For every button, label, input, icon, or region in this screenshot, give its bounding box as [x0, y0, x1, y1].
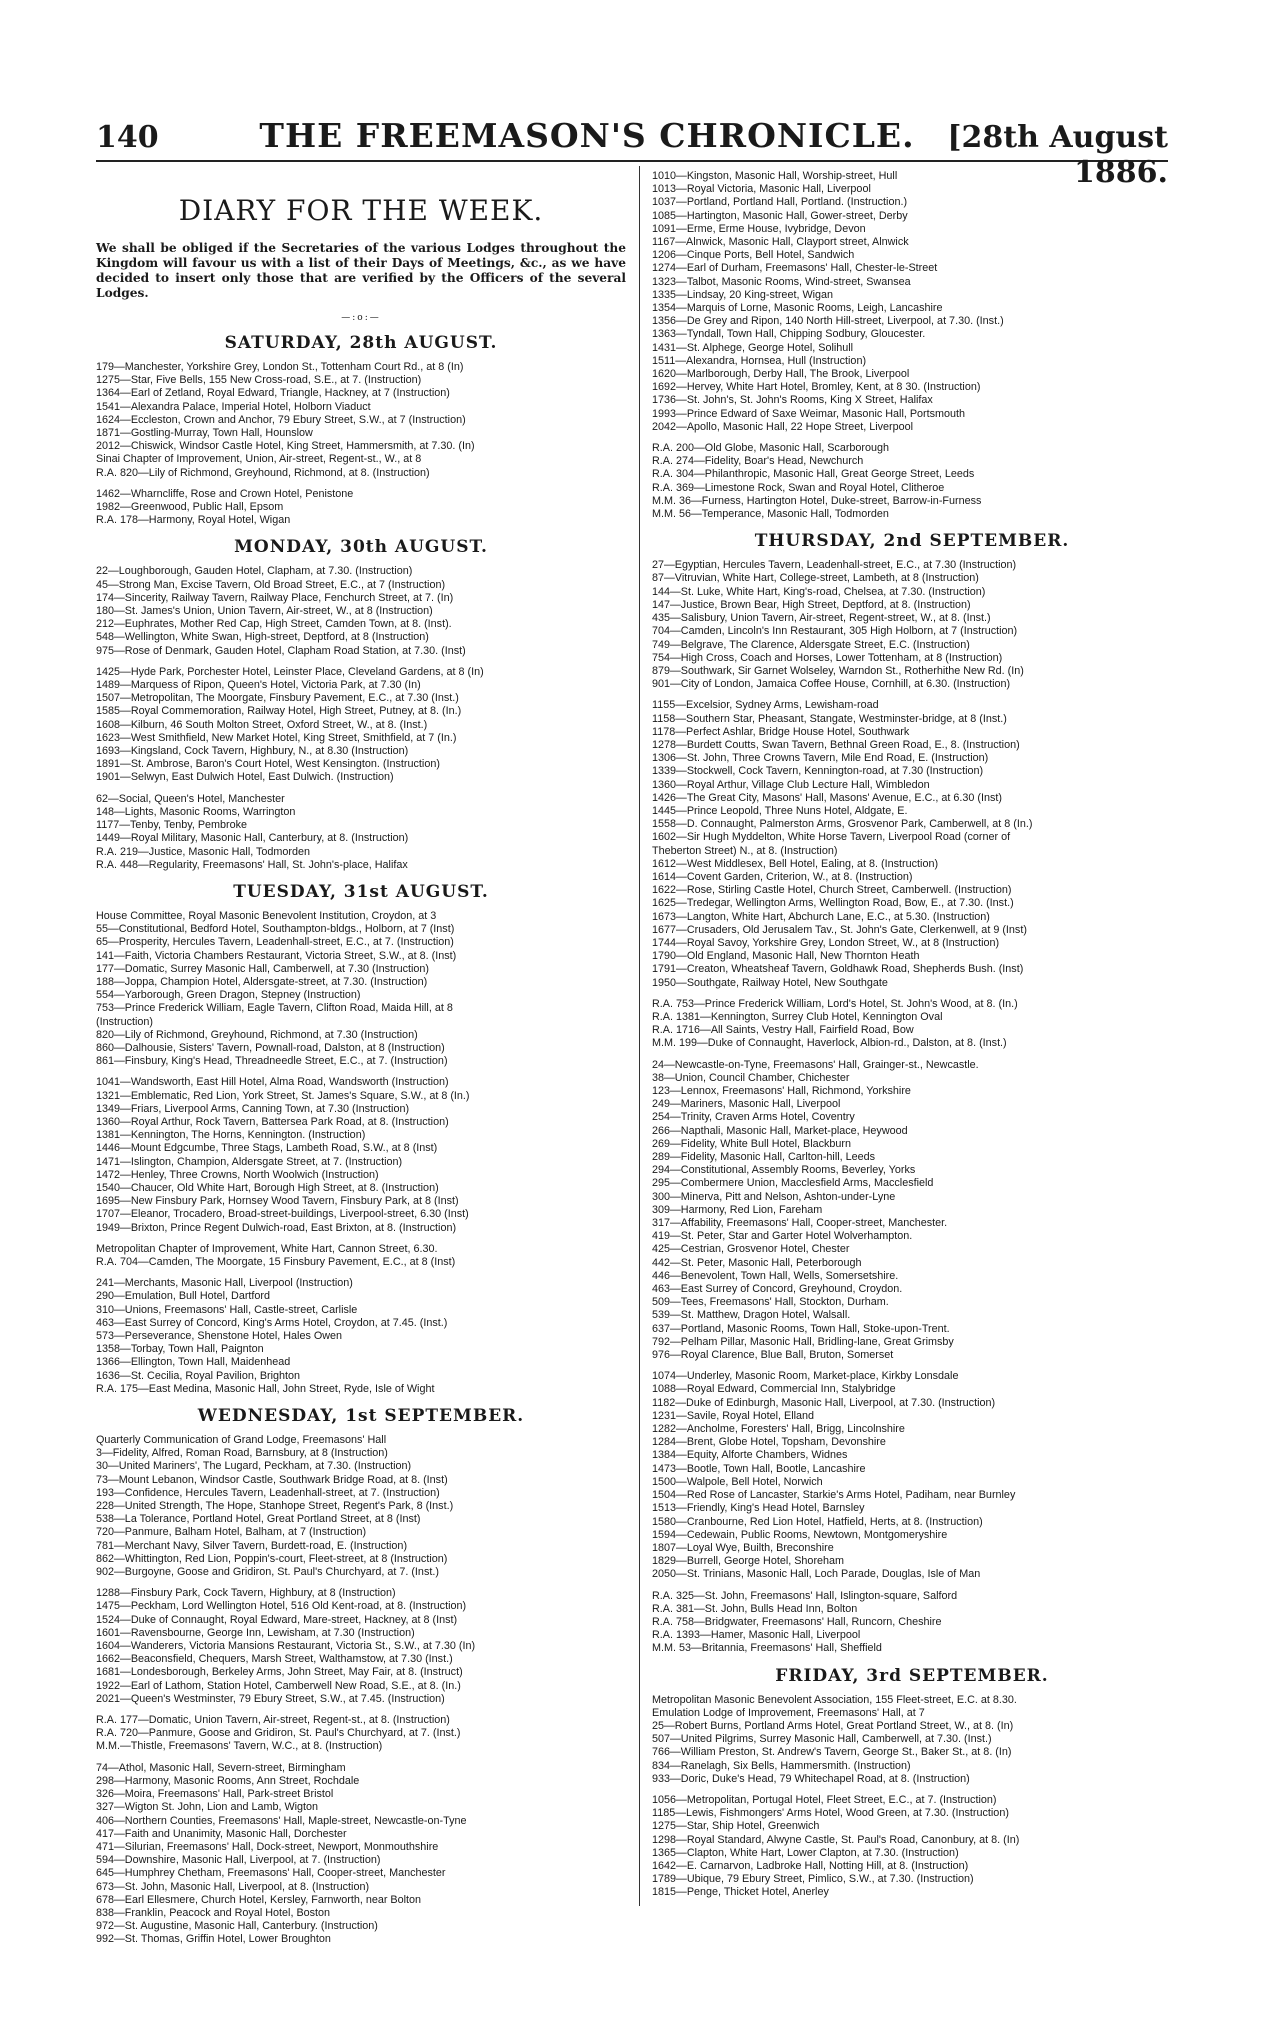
block-spacer: [96, 1579, 626, 1587]
meeting-block: [652, 559, 1172, 691]
meeting-entry: 1298—Royal Standard, Alwyne Castle, St. Paul's Road, Canonbury, at 8. (In): [652, 1833, 1020, 1846]
meeting-entry: 1612—West Middlesex, Bell Hotel, Ealing, at 8. (Instruction): [652, 857, 939, 870]
meeting-entry: 62—Social, Queen's Hotel, Manchester: [96, 792, 285, 805]
meeting-entry: Sinai Chapter of Improvement, Union, Air-street, Regent-st., W., at 8: [96, 453, 422, 466]
block-spacer: [96, 480, 626, 488]
block-spacer: [96, 785, 626, 793]
meeting-entry: 1431—St. Alphege, George Hotel, Solihull: [652, 341, 854, 354]
meeting-entry: 1624—Eccleston, Crown and Anchor, 79 Ebury Street, S.W., at 7 (Instruction): [96, 413, 466, 426]
meeting-entry: 1636—St. Cecilia, Royal Pavilion, Brighton: [96, 1369, 301, 1382]
block-spacer: [96, 1706, 626, 1714]
meeting-entry: Emulation Lodge of Improvement, Freemasons' Hall, at 7: [652, 1706, 925, 1719]
meeting-entry: R.A. 704—Camden, The Moorgate, 15 Finsbury Pavement, E.C., at 8 (Inst): [96, 1255, 456, 1268]
meeting-entry: 144—St. Luke, White Hart, King's-road, Chelsea, at 7.30. (Instruction): [652, 585, 986, 598]
meeting-block: [96, 1587, 626, 1706]
meeting-entry: 1091—Erme, Erme House, Ivybridge, Devon: [652, 222, 866, 235]
meeting-entry: Quarterly Communication of Grand Lodge, Freemasons' Hall: [96, 1434, 387, 1447]
meeting-entry: R.A. 448—Regularity, Freemasons' Hall, St. John's-place, Halifax: [96, 858, 408, 871]
meeting-entry: 1585—Royal Commemoration, Railway Hotel, High Street, Putney, at 8. (In.): [96, 705, 462, 718]
meeting-entry: 174—Sincerity, Railway Tavern, Railway Place, Fenchurch Street, at 7. (In): [96, 591, 454, 604]
meeting-entry: 792—Pelham Pillar, Masonic Hall, Bridling-lane, Great Grimsby: [652, 1335, 954, 1348]
meeting-block: [652, 998, 1172, 1051]
day-heading-wednesday: WEDNESDAY, 1st SEPTEMBER.: [197, 1406, 525, 1427]
meeting-entry: 1993—Prince Edward of Saxe Weimar, Masonic Hall, Portsmouth: [652, 407, 966, 420]
meeting-entry: 1155—Excelsior, Sydney Arms, Lewisham-road: [652, 699, 879, 712]
meeting-entry: 73—Mount Lebanon, Windsor Castle, Southwark Bridge Road, at 8. (Inst): [96, 1473, 448, 1486]
meeting-entry: 539—St. Matthew, Dragon Hotel, Walsall.: [652, 1309, 851, 1322]
meeting-entry: 463—East Surrey of Concord, King's Arms Hotel, Croydon, at 7.45. (Inst.): [96, 1316, 448, 1329]
meeting-entry: 1462—Wharncliffe, Rose and Crown Hotel, Penistone: [96, 487, 354, 500]
meeting-entry: 1695—New Finsbury Park, Hornsey Wood Tavern, Finsbury Park, at 8 (Inst): [96, 1195, 459, 1208]
meeting-entry: 295—Combermere Union, Macclesfield Arms, Macclesfield: [652, 1177, 934, 1190]
meeting-entry: R.A. 178—Harmony, Royal Hotel, Wigan: [96, 514, 291, 527]
meeting-entry: 975—Rose of Denmark, Gauden Hotel, Clapham Road Station, at 7.30. (Inst): [96, 644, 466, 657]
day-heading-monday: MONDAY, 30th AUGUST.: [234, 537, 488, 558]
meeting-entry: 1692—Hervey, White Hart Hotel, Bromley, Kent, at 8 30. (Instruction): [652, 381, 981, 394]
meeting-block: [96, 1243, 626, 1269]
meeting-entry: 212—Euphrates, Mother Red Cap, High Street, Camden Town, at 8. (Inst).: [96, 618, 452, 631]
meeting-entry: 2021—Queen's Westminster, 79 Ebury Street, S.W., at 7.45. (Instruction): [96, 1692, 445, 1705]
meeting-entry: 554—Yarborough, Green Dragon, Stepney (Instruction): [96, 989, 361, 1002]
meeting-entry: R.A. 1716—All Saints, Vestry Hall, Fairfield Road, Bow: [652, 1024, 914, 1037]
meeting-entry: 24—Newcastle-on-Tyne, Freemasons' Hall, Grainger-st., Newcastle.: [652, 1058, 979, 1071]
meeting-block: [96, 1076, 626, 1234]
meeting-block: [652, 1059, 1172, 1363]
meeting-entry: R.A. 369—Limestone Rock, Swan and Royal Hotel, Clitheroe: [652, 481, 945, 494]
meeting-entry: 1354—Marquis of Lorne, Masonic Rooms, Leigh, Lancashire: [652, 302, 943, 315]
meeting-entry: 1594—Cedewain, Public Rooms, Newtown, Montgomeryshire: [652, 1528, 948, 1541]
meeting-entry: 1381—Kennington, The Horns, Kennington. (Instruction): [96, 1129, 366, 1142]
meeting-entry: 1789—Ubique, 79 Ebury Street, Pimlico, S.W., at 7.30. (Instruction): [652, 1873, 974, 1886]
block-spacer: [652, 691, 1172, 699]
meeting-block: [652, 442, 1172, 521]
meeting-entry: 27—Egyptian, Hercules Tavern, Leadenhall-street, E.C., at 7.30 (Instruction): [652, 559, 1017, 572]
meeting-entry: 1807—Loyal Wye, Builth, Breconshire: [652, 1541, 834, 1554]
meeting-entry: 1056—Metropolitan, Portugal Hotel, Fleet Street, E.C., at 7. (Instruction): [652, 1793, 997, 1806]
meeting-entry: 1622—Rose, Stirling Castle Hotel, Church Street, Camberwell. (Instruction): [652, 884, 1012, 897]
meeting-entry: 1010—Kingston, Masonic Hall, Worship-street, Hull: [652, 170, 898, 182]
meeting-entry: 548—Wellington, White Swan, High-street, Deptford, at 8 (Instruction): [96, 631, 429, 644]
meeting-entry: R.A. 1381—Kennington, Surrey Club Hotel, Kennington Oval: [652, 1010, 943, 1023]
meeting-entry: 22—Loughborough, Gauden Hotel, Clapham, at 7.30. (Instruction): [96, 565, 413, 578]
meeting-entry: M.M.—Thistle, Freemasons' Tavern, W.C., at 8. (Instruction): [96, 1740, 383, 1753]
day-heading-friday: FRIDAY, 3rd SEPTEMBER.: [775, 1665, 1049, 1686]
meeting-block: [96, 1434, 626, 1579]
meeting-entry: 435—Salisbury, Union Tavern, Air-street, Regent-street, W., at 8. (Inst.): [652, 612, 991, 625]
meeting-entry: 1288—Finsbury Park, Cock Tavern, Highbury, at 8 (Instruction): [96, 1587, 396, 1600]
meeting-entry: 1524—Duke of Connaught, Royal Edward, Mare-street, Hackney, at 8 (Inst): [96, 1613, 458, 1626]
meeting-entry: 507—United Pilgrims, Surrey Masonic Hall, Camberwell, at 7.30. (Inst.): [652, 1733, 992, 1746]
meeting-entry: 1037—Portland, Portland Hall, Portland. (Instruction.): [652, 196, 908, 209]
meeting-entry: 1167—Alnwick, Masonic Hall, Clayport street, Alnwick: [652, 236, 909, 249]
meeting-entry: 1790—Old England, Masonic Hall, New Thornton Heath: [652, 950, 920, 963]
block-spacer: [652, 990, 1172, 998]
meeting-entry: 1356—De Grey and Ripon, 140 North Hill-street, Liverpool, at 7.30. (Inst.): [652, 315, 1004, 328]
meeting-entry: 249—Mariners, Masonic Hall, Liverpool: [652, 1098, 841, 1111]
meeting-block: [96, 488, 626, 528]
meeting-entry: 1625—Tredegar, Wellington Arms, Wellington Road, Bow, E., at 7.30. (Inst.): [652, 897, 1014, 910]
meeting-block: [652, 1590, 1172, 1656]
meeting-entry: 179—Manchester, Yorkshire Grey, London St., Tottenham Court Rd., at 8 (In): [96, 361, 464, 373]
meeting-entry: 1677—Crusaders, Old Jerusalem Tav., St. John's Gate, Clerkenwell, at 9 (Inst): [652, 923, 1027, 936]
meeting-entry: 1366—Ellington, Town Hall, Maidenhead: [96, 1356, 291, 1369]
meeting-entry: 30—United Mariners', The Lugard, Peckham, at 7.30. (Instruction): [96, 1460, 412, 1473]
meeting-entry: 1323—Talbot, Masonic Rooms, Wind-street, Swansea: [652, 275, 911, 288]
meeting-entry: 1206—Cinque Ports, Bell Hotel, Sandwich: [652, 249, 855, 262]
meeting-entry: 1306—St. John, Three Crowns Tavern, Mile End Road, E. (Instruction): [652, 752, 989, 765]
meeting-entry: 538—La Tolerance, Portland Hotel, Great Portland Street, at 8 (Inst): [96, 1513, 421, 1526]
meeting-entry: House Committee, Royal Masonic Benevolent Institution, Croydon, at 3: [96, 909, 437, 922]
meeting-entry: 317—Affability, Freemasons' Hall, Cooper-street, Manchester.: [652, 1217, 948, 1230]
meeting-entry: 1540—Chaucer, Old White Hart, Borough High Street, at 8. (Instruction): [96, 1181, 439, 1194]
meeting-entry: 309—Harmony, Red Lion, Fareham: [652, 1203, 823, 1216]
meeting-entry: 573—Perseverance, Shenstone Hotel, Hales Owen: [96, 1330, 343, 1342]
meeting-entry: 1335—Lindsay, 20 King-street, Wigan: [652, 288, 834, 301]
meeting-entry: 442—St. Peter, Masonic Hall, Peterborough: [652, 1256, 862, 1269]
meeting-entry: 446—Benevolent, Town Hall, Wells, Somersetshire.: [652, 1269, 899, 1282]
meeting-entry: 1231—Savile, Royal Hotel, Elland: [652, 1409, 815, 1422]
meeting-entry: 1275—Star, Five Bells, 155 New Cross-road, S.E., at 7. (Instruction): [96, 374, 422, 387]
block-spacer: [652, 1582, 1172, 1590]
meeting-entry: 1829—Burrell, George Hotel, Shoreham: [652, 1555, 845, 1568]
day-heading-tuesday: TUESDAY, 31st AUGUST.: [233, 881, 489, 902]
block-spacer: [652, 1051, 1172, 1059]
meeting-entry: 471—Silurian, Freemasons' Hall, Dock-street, Newport, Monmouthshire: [96, 1840, 439, 1853]
meeting-entry: 38—Union, Council Chamber, Chichester: [652, 1071, 850, 1084]
meeting-entry: 406—Northern Counties, Freemasons' Hall, Maple-street, Newcastle-on-Tyne: [96, 1814, 467, 1827]
block-spacer: [652, 1786, 1172, 1794]
meeting-entry: 1949—Brixton, Prince Regent Dulwich-road, East Brixton, at 8. (Instruction): [96, 1221, 457, 1234]
meeting-entry: 1744—Royal Savoy, Yorkshire Grey, London Street, W., at 8 (Instruction): [652, 936, 1000, 949]
meeting-entry: 1013—Royal Victoria, Masonic Hall, Liverpool: [652, 183, 871, 196]
meeting-block: [652, 1370, 1172, 1581]
meeting-entry: 1511—Alexandra, Hornsea, Hull (Instruction): [652, 354, 867, 367]
meeting-entry: 860—Dalhousie, Sisters' Tavern, Pownall-road, Dalston, at 8 (Instruction): [96, 1041, 445, 1054]
meeting-block: [96, 793, 626, 872]
meeting-entry: 1278—Burdett Coutts, Swan Tavern, Bethnal Green Road, E., 8. (Instruction): [652, 738, 1020, 751]
meeting-entry: 87—Vitruvian, White Hart, College-street, Lambeth, at 8 (Instruction): [652, 572, 979, 585]
meeting-entry: 834—Ranelagh, Six Bells, Hammersmith. (Instruction): [652, 1759, 911, 1772]
meeting-entry: 838—Franklin, Peacock and Royal Hotel, Boston: [96, 1906, 331, 1919]
meeting-entry: Metropolitan Chapter of Improvement, White Hart, Cannon Street, 6.30.: [96, 1242, 438, 1255]
meeting-entry: R.A. 325—St. John, Freemasons' Hall, Islington-square, Salford: [652, 1589, 958, 1602]
meeting-block: [96, 1277, 626, 1396]
meeting-entry: 972—St. Augustine, Masonic Hall, Canterbury. (Instruction): [96, 1920, 378, 1933]
meeting-entry: 290—Emulation, Bull Hotel, Dartford: [96, 1290, 271, 1303]
meeting-entry: R.A. 820—Lily of Richmond, Greyhound, Richmond, at 8. (Instruction): [96, 466, 430, 479]
meeting-entry: 901—City of London, Jamaica Coffee House, Cornhill, at 6.30. (Instruction): [652, 678, 1011, 691]
meeting-entry: 177—Domatic, Surrey Masonic Hall, Camberwell, at 7.30 (Instruction): [96, 962, 430, 975]
day-heading-thursday: THURSDAY, 2nd SEPTEMBER.: [754, 531, 1070, 552]
meeting-entry: 1471—Islington, Champion, Aldersgate Street, at 7. (Instruction): [96, 1155, 403, 1168]
meeting-entry: 754—High Cross, Coach and Horses, Lower Tottenham, at 8 (Instruction): [652, 651, 1003, 664]
meeting-entry: 1982—Greenwood, Public Hall, Epsom: [96, 501, 284, 514]
meeting-entry: 1662—Beaconsfield, Chequers, Marsh Street, Walthamstow, at 7.30 (Inst.): [96, 1653, 453, 1666]
meeting-entry: 266—Napthali, Masonic Hall, Market-place, Heywood: [652, 1124, 908, 1137]
meeting-entry: 1085—Hartington, Masonic Hall, Gower-street, Derby: [652, 209, 908, 222]
meeting-entry: 1580—Cranbourne, Red Lion Hotel, Hatfield, Herts, at 8. (Instruction): [652, 1515, 983, 1528]
meeting-entry: 228—United Strength, The Hope, Stanhope Street, Regent's Park, 8 (Inst.): [96, 1500, 454, 1513]
meeting-block: [96, 1714, 626, 1754]
meeting-entry: 1449—Royal Military, Masonic Hall, Canterbury, at 8. (Instruction): [96, 832, 409, 845]
meeting-entry: 1363—Tyndall, Town Hall, Chipping Sodbury, Gloucester.: [652, 328, 926, 341]
meeting-entry: 1604—Wanderers, Victoria Mansions Restaurant, Victoria St., S.W., at 7.30 (In): [96, 1640, 476, 1653]
meeting-entry: 678—Earl Ellesmere, Church Hotel, Kersley, Farnworth, near Bolton: [96, 1893, 422, 1906]
meeting-entry: 294—Constitutional, Assembly Rooms, Beverley, Yorks: [652, 1164, 916, 1177]
meeting-entry: 1791—Creaton, Wheatsheaf Tavern, Goldhawk Road, Shepherds Bush. (Inst): [652, 963, 1024, 976]
meeting-entry: 1815—Penge, Thicket Hotel, Anerley: [652, 1886, 829, 1899]
meeting-entry: 310—Unions, Freemasons' Hall, Castle-street, Carlisle: [96, 1303, 358, 1316]
meeting-entry: 1473—Bootle, Town Hall, Bootle, Lancashire: [652, 1462, 866, 1475]
meeting-entry: 55—Constitutional, Bedford Hotel, Southampton-bldgs., Holborn, at 7 (Inst): [96, 923, 455, 936]
meeting-entry: 1088—Royal Edward, Commercial Inn, Stalybridge: [652, 1383, 896, 1396]
meeting-entry: 188—Joppa, Champion Hotel, Aldersgate-street, at 7.30. (Instruction): [96, 975, 428, 988]
masthead-title: THE FREEMASON'S CHRONICLE.: [259, 116, 915, 155]
meeting-entry: 749—Belgrave, The Clarence, Aldersgate Street, E.C. (Instruction): [652, 638, 970, 651]
meeting-entry: (Instruction): [96, 1015, 153, 1028]
meeting-block: [652, 1794, 1172, 1900]
meeting-entry: 327—Wigton St. John, Lion and Lamb, Wigton: [96, 1801, 319, 1814]
day-heading-saturday: SATURDAY, 28th AUGUST.: [224, 333, 498, 353]
meeting-entry: 1364—Earl of Zetland, Royal Edward, Triangle, Hackney, at 7 (Instruction): [96, 387, 450, 400]
meeting-entry: 425—Cestrian, Grosvenor Hotel, Chester: [652, 1243, 850, 1256]
meeting-entry: 2050—St. Trinians, Masonic Hall, Loch Parade, Douglas, Isle of Man: [652, 1568, 981, 1581]
meeting-entry: 902—Burgoyne, Goose and Gridiron, St. Paul's Churchyard, at 7. (Inst.): [96, 1566, 439, 1579]
meeting-entry: 976—Royal Clarence, Blue Ball, Bruton, Somerset: [652, 1349, 894, 1362]
meeting-entry: R.A. 758—Bridgwater, Freemasons' Hall, Runcorn, Cheshire: [652, 1615, 942, 1628]
meeting-entry: 1642—E. Carnarvon, Ladbroke Hall, Notting Hill, at 8. (Instruction): [652, 1859, 969, 1872]
meeting-entry: 1321—Emblematic, Red Lion, York Street, St. James's Square, S.W., at 8 (In.): [96, 1089, 470, 1102]
meeting-block: [96, 361, 626, 480]
block-spacer: [96, 1754, 626, 1762]
meeting-entry: 1275—Star, Ship Hotel, Greenwich: [652, 1820, 820, 1833]
meeting-entry: 1513—Friendly, King's Head Hotel, Barnsley: [652, 1502, 865, 1515]
meeting-entry: 1182—Duke of Edinburgh, Masonic Hall, Liverpool, at 7.30. (Instruction): [652, 1396, 996, 1409]
meeting-block: [652, 699, 1172, 989]
meeting-entry: 1339—Stockwell, Cock Tavern, Kennington-road, at 7.30 (Instruction): [652, 765, 984, 778]
meeting-entry: 1358—Torbay, Town Hall, Paignton: [96, 1343, 264, 1356]
meeting-entry: 861—Finsbury, King's Head, Threadneedle Street, E.C., at 7. (Instruction): [96, 1055, 448, 1068]
meeting-block: [652, 1694, 1172, 1786]
block-spacer: [96, 1235, 626, 1243]
meeting-entry: 1446—Mount Edgcumbe, Three Stags, Lambeth Road, S.W., at 8 (Inst): [96, 1142, 438, 1155]
meeting-entry: M.M. 53—Britannia, Freemasons' Hall, Sheffield: [652, 1642, 882, 1655]
meeting-entry: 820—Lily of Richmond, Greyhound, Richmond, at 7.30 (Instruction): [96, 1028, 418, 1041]
meeting-entry: 766—William Preston, St. Andrew's Tavern, George St., Baker St., at 8. (In): [652, 1746, 1012, 1759]
meeting-entry: 1614—Covent Garden, Criterion, W., at 8. (Instruction): [652, 870, 913, 883]
meeting-entry: 1282—Ancholme, Foresters' Hall, Brigg, Lincolnshire: [652, 1423, 905, 1436]
meeting-entry: 1177—Tenby, Tenby, Pembroke: [96, 819, 248, 832]
meeting-entry: 289—Fidelity, Masonic Hall, Carlton-hill, Leeds: [652, 1151, 876, 1164]
meeting-entry: 1445—Prince Leopold, Three Nuns Hotel, Aldgate, E.: [652, 804, 908, 817]
meeting-entry: R.A. 753—Prince Frederick William, Lord's Hotel, St. John's Wood, at 8. (In.): [652, 997, 1018, 1010]
meeting-entry: 1602—Sir Hugh Myddelton, White Horse Tavern, Liverpool Road (corner of: [652, 831, 1011, 844]
meeting-entry: 2012—Chiswick, Windsor Castle Hotel, King Street, Hammersmith, at 7.30. (In): [96, 440, 475, 453]
meeting-entry: 2042—Apollo, Masonic Hall, 22 Hope Street, Liverpool: [652, 420, 914, 433]
meeting-entry: 1950—Southgate, Railway Hotel, New Southgate: [652, 976, 888, 989]
meeting-entry: Theberton Street) N., at 8. (Instruction): [652, 844, 838, 857]
meeting-entry: 704—Camden, Lincoln's Inn Restaurant, 305 High Holborn, at 7 (Instruction): [652, 625, 1018, 638]
meeting-entry: M.M. 56—Temperance, Masonic Hall, Todmorden: [652, 508, 889, 521]
meeting-entry: 1620—Marlborough, Derby Hall, The Brook, Liverpool: [652, 368, 910, 381]
meeting-entry: 992—St. Thomas, Griffin Hotel, Lower Broughton: [96, 1933, 331, 1946]
right-column: [652, 170, 1172, 1930]
meeting-entry: 1736—St. John's, St. John's Rooms, King X Street, Halifax: [652, 394, 933, 407]
meeting-entry: 879—Southwark, Sir Garnet Wolseley, Warndon St., Rotherhithe New Rd. (In): [652, 664, 1024, 677]
block-spacer: [652, 1362, 1172, 1370]
meeting-entry: M.M. 199—Duke of Connaught, Haverlock, Albion-rd., Dalston, at 8. (Inst.): [652, 1037, 1007, 1050]
meeting-entry: 1673—Langton, White Hart, Abchurch Lane, E.C., at 5.30. (Instruction): [652, 910, 990, 923]
meeting-entry: 1541—Alexandra Palace, Imperial Hotel, Holborn Viaduct: [96, 400, 371, 413]
block-spacer: [96, 658, 626, 666]
meeting-entry: 65—Prosperity, Hercules Tavern, Leadenhall-street, E.C., at 7. (Instruction): [96, 936, 454, 949]
meeting-entry: 1871—Gostling-Murray, Town Hall, Hounslow: [96, 427, 313, 440]
meeting-entry: 1891—St. Ambrose, Baron's Court Hotel, West Kensington. (Instruction): [96, 758, 440, 771]
meeting-entry: 300—Minerva, Pitt and Nelson, Ashton-under-Lyne: [652, 1190, 896, 1203]
left-sections: [96, 333, 626, 1947]
meeting-entry: 1384—Equity, Alforte Chambers, Widnes: [652, 1449, 848, 1462]
meeting-entry: 269—Fidelity, White Bull Hotel, Blackburn: [652, 1137, 852, 1150]
meeting-block: [96, 565, 626, 657]
meeting-entry: 1365—Clapton, White Hart, Lower Clapton, at 7.30. (Instruction): [652, 1846, 959, 1859]
meeting-entry: 1623—West Smithfield, New Market Hotel, King Street, Smithfield, at 7 (In.): [96, 731, 457, 744]
meeting-entry: 45—Strong Man, Excise Tavern, Old Broad Street, E.C., at 7 (Instruction): [96, 578, 446, 591]
meeting-entry: 594—Downshire, Masonic Hall, Liverpool, at 7. (Instruction): [96, 1854, 381, 1867]
meeting-entry: 1504—Red Rose of Lancaster, Starkie's Arms Hotel, Padiham, near Burnley: [652, 1489, 1016, 1502]
meeting-entry: 1360—Royal Arthur, Rock Tavern, Battersea Park Road, at 8. (Instruction): [96, 1115, 449, 1128]
column-rule: [639, 166, 640, 1906]
meeting-entry: 141—Faith, Victoria Chambers Restaurant, Victoria Street, S.W., at 8. (Inst): [96, 949, 457, 962]
meeting-entry: 1426—The Great City, Masons' Hall, Masons' Avenue, E.C., at 6.30 (Inst): [652, 791, 1002, 804]
meeting-entry: R.A. 381—St. John, Bulls Head Inn, Bolton: [652, 1602, 858, 1615]
meeting-entry: 1041—Wandsworth, East Hill Hotel, Alma Road, Wandsworth (Instruction): [96, 1076, 449, 1089]
meeting-entry: M.M. 36—Furness, Hartington Hotel, Duke-street, Barrow-in-Furness: [652, 494, 982, 507]
meeting-entry: 193—Confidence, Hercules Tavern, Leadenhall-street, at 7. (Instruction): [96, 1486, 440, 1499]
meeting-entry: R.A. 1393—Hamer, Masonic Hall, Liverpool: [652, 1629, 861, 1642]
meeting-entry: 1158—Southern Star, Pheasant, Stangate, Westminster-bridge, at 8 (Inst.): [652, 712, 1007, 725]
meeting-entry: 147—Justice, Brown Bear, High Street, Deptford, at 8. (Instruction): [652, 598, 971, 611]
meeting-entry: 1360—Royal Arthur, Village Club Lecture Hall, Wimbledon: [652, 778, 930, 791]
meeting-entry: 326—Moira, Freemasons' Hall, Park-street Bristol: [96, 1788, 334, 1801]
issue-date: [28th August 1886.: [947, 120, 1168, 190]
meeting-entry: 241—Merchants, Masonic Hall, Liverpool (Instruction): [96, 1277, 353, 1290]
meeting-entry: 1489—Marquess of Ripon, Queen's Hotel, Victoria Park, at 7.30 (In): [96, 679, 421, 692]
meeting-block: [652, 170, 1172, 434]
right-sections: [652, 170, 1172, 1900]
meeting-entry: 862—Whittington, Red Lion, Poppin's-court, Fleet-street, at 8 (Instruction): [96, 1552, 448, 1565]
meeting-entry: 3—Fidelity, Alfred, Roman Road, Barnsbury, at 8 (Instruction): [96, 1447, 388, 1460]
ornament-divider: —:o:—: [341, 313, 381, 323]
meeting-entry: 298—Harmony, Masonic Rooms, Ann Street, Rochdale: [96, 1774, 360, 1787]
left-column: [96, 170, 626, 1946]
meeting-entry: 753—Prince Frederick William, Eagle Tavern, Clifton Road, Maida Hill, at 8: [96, 1002, 453, 1015]
meeting-entry: 419—St. Peter, Star and Garter Hotel Wolverhampton.: [652, 1230, 913, 1243]
meeting-entry: 254—Trinity, Craven Arms Hotel, Coventry: [652, 1111, 855, 1124]
meeting-entry: R.A. 274—Fidelity, Boar's Head, Newchurch: [652, 455, 864, 468]
meeting-entry: 1608—Kilburn, 46 South Molton Street, Oxford Street, W., at 8. (Inst.): [96, 718, 428, 731]
meeting-block: [96, 1762, 626, 1947]
meeting-entry: R.A. 175—East Medina, Masonic Hall, John Street, Ryde, Isle of Wight: [96, 1382, 435, 1395]
meeting-entry: 1601—Ravensbourne, George Inn, Lewisham, at 7.30 (Instruction): [96, 1626, 415, 1639]
meeting-entry: 1074—Underley, Masonic Room, Market-place, Kirkby Lonsdale: [652, 1370, 959, 1383]
meeting-entry: R.A. 304—Philanthropic, Masonic Hall, Great George Street, Leeds: [652, 468, 975, 481]
meeting-entry: 463—East Surrey of Concord, Greyhound, Croydon.: [652, 1283, 903, 1296]
meeting-entry: 25—Robert Burns, Portland Arms Hotel, Great Portland Street, W., at 8. (In): [652, 1719, 1014, 1732]
meeting-entry: 637—Portland, Masonic Rooms, Town Hall, Stoke-upon-Trent.: [652, 1322, 950, 1335]
meeting-entry: 1693—Kingsland, Cock Tavern, Highbury, N., at 8.30 (Instruction): [96, 745, 409, 758]
meeting-entry: 1475—Peckham, Lord Wellington Hotel, 516 Old Kent-road, at 8. (Instruction): [96, 1600, 467, 1613]
meeting-entry: 1284—Brent, Globe Hotel, Topsham, Devonshire: [652, 1436, 886, 1449]
block-spacer: [96, 1068, 626, 1076]
meeting-entry: 1922—Earl of Lathom, Station Hotel, Camberwell New Road, S.E., at 8. (In.): [96, 1679, 461, 1692]
meeting-entry: 645—Humphrey Chetham, Freemasons' Hall, Cooper-street, Manchester: [96, 1867, 446, 1880]
meeting-entry: 509—Tees, Freemasons' Hall, Stockton, Durham.: [652, 1296, 889, 1309]
page-number: 140: [96, 120, 159, 155]
meeting-entry: 417—Faith and Unanimity, Masonic Hall, Dorchester: [96, 1827, 347, 1840]
meeting-entry: 1472—Henley, Three Crowns, North Woolwich (Instruction): [96, 1168, 379, 1181]
diary-title: DIARY FOR THE WEEK.: [178, 194, 544, 227]
meeting-entry: 74—Athol, Masonic Hall, Severn-street, Birmingham: [96, 1761, 346, 1774]
meeting-entry: 1178—Perfect Ashlar, Bridge House Hotel, Southwark: [652, 725, 910, 738]
diary-intro: We shall be obliged if the Secretaries of the various Lodges throughout the Kingdom will favour us with a list of their Days of Meetings, &c., as we have decided to insert only those that are verified by the Officers of the several Lodges.: [96, 241, 626, 300]
meeting-entry: 1185—Lewis, Fishmongers' Arms Hotel, Wood Green, at 7.30. (Instruction): [652, 1807, 1009, 1820]
meeting-block: [96, 910, 626, 1068]
meeting-entry: R.A. 720—Panmure, Goose and Gridiron, St. Paul's Churchyard, at 7. (Inst.): [96, 1727, 461, 1740]
meeting-entry: 673—St. John, Masonic Hall, Liverpool, at 8. (Instruction): [96, 1880, 370, 1893]
block-spacer: [96, 1269, 626, 1277]
meeting-entry: 148—Lights, Masonic Rooms, Warrington: [96, 805, 296, 818]
meeting-entry: R.A. 177—Domatic, Union Tavern, Air-street, Regent-st., at 8. (Instruction): [96, 1714, 450, 1727]
meeting-entry: 1349—Friars, Liverpool Arms, Canning Town, at 7.30 (Instruction): [96, 1102, 410, 1115]
meeting-block: [96, 666, 626, 785]
meeting-entry: 1558—D. Connaught, Palmerston Arms, Grosvenor Park, Camberwell, at 8 (In.): [652, 818, 1033, 831]
meeting-entry: 1507—Metropolitan, The Moorgate, Finsbury Pavement, E.C., at 7.30 (Inst.): [96, 692, 459, 705]
meeting-entry: 1681—Londesborough, Berkeley Arms, John Street, May Fair, at 8. (Instruct): [96, 1666, 463, 1679]
meeting-entry: 1500—Walpole, Bell Hotel, Norwich: [652, 1475, 823, 1488]
meeting-entry: 781—Merchant Navy, Silver Tavern, Burdett-road, E. (Instruction): [96, 1539, 408, 1552]
meeting-entry: Metropolitan Masonic Benevolent Association, 155 Fleet-street, E.C. at 8.30.: [652, 1693, 1017, 1706]
block-spacer: [652, 434, 1172, 442]
meeting-entry: 933—Doric, Duke's Head, 79 Whitechapel Road, at 8. (Instruction): [652, 1772, 970, 1785]
meeting-entry: 123—Lennox, Freemasons' Hall, Richmond, Yorkshire: [652, 1085, 911, 1097]
meeting-entry: 1707—Eleanor, Trocadero, Broad-street-buildings, Liverpool-street, 6.30 (Inst): [96, 1208, 469, 1221]
meeting-entry: R.A. 200—Old Globe, Masonic Hall, Scarborough: [652, 442, 890, 455]
meeting-entry: 180—St. James's Union, Union Tavern, Air-street, W., at 8 (Instruction): [96, 605, 433, 618]
meeting-entry: 1274—Earl of Durham, Freemasons' Hall, Chester-le-Street: [652, 262, 938, 275]
meeting-entry: R.A. 219—Justice, Masonic Hall, Todmorden: [96, 845, 311, 858]
meeting-entry: 1901—Selwyn, East Dulwich Hotel, East Dulwich. (Instruction): [96, 771, 394, 784]
meeting-entry: 1425—Hyde Park, Porchester Hotel, Leinster Place, Cleveland Gardens, at 8 (In): [96, 665, 484, 678]
meeting-entry: 720—Panmure, Balham Hotel, Balham, at 7 (Instruction): [96, 1526, 367, 1539]
